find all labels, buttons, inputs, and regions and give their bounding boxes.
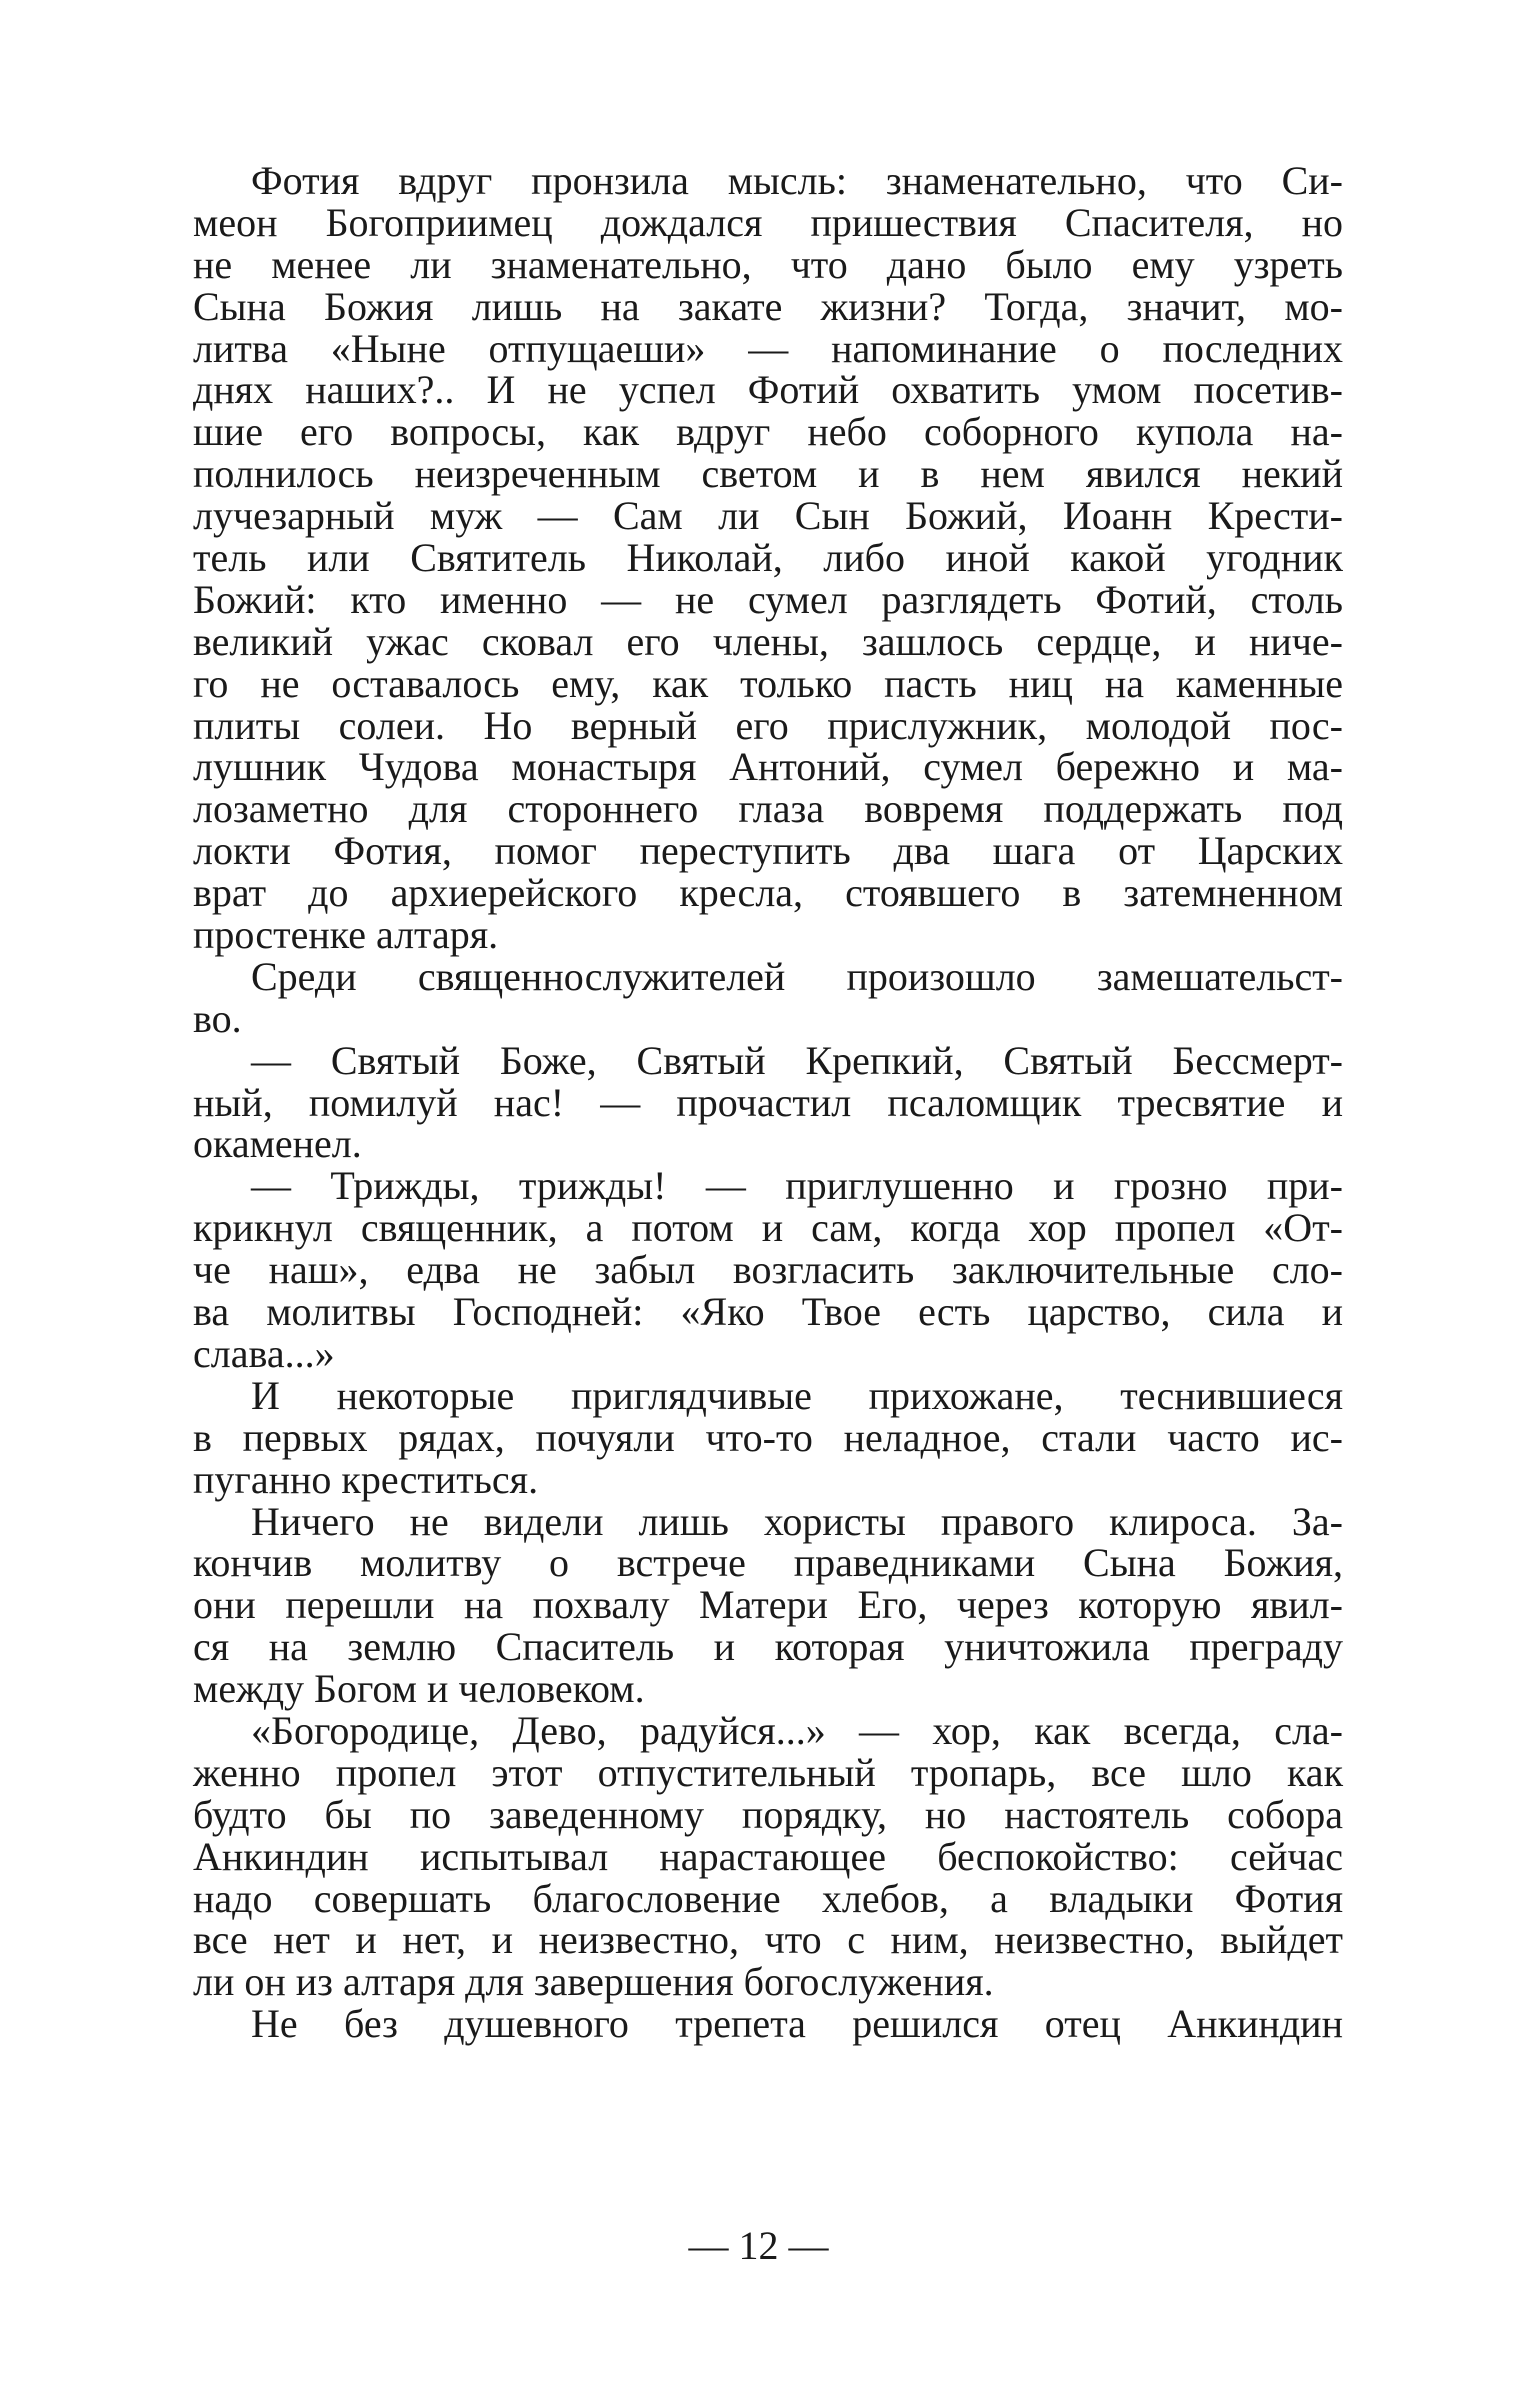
text-line: днях наших?.. И не успел Фотий охватить умом посетив- (193, 367, 1343, 413)
text-line: ва молитвы Господней: «Яко Твое есть царство, сила и (193, 1289, 1343, 1335)
text-line: Не без душевного трепета решился отец Анкиндин (251, 2001, 1343, 2047)
text-line: надо совершать благословение хлебов, а владыки Фотия (193, 1875, 1343, 1921)
text-line: в первых рядах, почуяли что-то неладное, стали часто ис- (193, 1414, 1343, 1460)
text-line: лозаметно для стороннего глаза вовремя поддержать под (193, 786, 1343, 832)
text-line: «Богородице, Дево, радуйся...» — хор, как всегда, сла- (251, 1707, 1343, 1753)
body-text (193, 160, 1343, 2045)
text-line: окаменел. (193, 1121, 362, 1167)
text-line: локти Фотия, помог переступить два шага от Царских (193, 828, 1343, 874)
text-line: — Святый Боже, Святый Крепкий, Святый Бессмерт- (251, 1037, 1343, 1083)
text-line: — Трижды, трижды! — приглушенно и грозно при- (251, 1163, 1343, 1209)
text-line: Анкиндин испытывал нарастающее беспокойство: сейчас (193, 1833, 1343, 1879)
text-line: они перешли на похвалу Матери Его, через которую явил- (193, 1582, 1343, 1628)
text-line: не менее ли знаменательно, что дано было ему узреть (193, 241, 1343, 287)
text-line: го не оставалось ему, как только пасть ниц на каменные (193, 660, 1343, 706)
text-line: ли он из алтаря для завершения богослужения. (193, 1959, 994, 2005)
text-line: великий ужас сковал его члены, зашлось сердце, и ниче- (193, 618, 1343, 664)
page-number: — 12 — (688, 2223, 829, 2268)
text-line: ся на землю Спаситель и которая уничтожила преграду (193, 1624, 1343, 1670)
text-line: будто бы по заведенному порядку, но настоятель собора (193, 1791, 1343, 1837)
text-line: врат до архиерейского кресла, стоявшего в затемненном (193, 870, 1343, 916)
text-line: слава...» (193, 1330, 335, 1376)
text-line: тель или Святитель Николай, либо иной какой угодник (193, 535, 1343, 581)
text-line: литва «Ныне отпущаеши» — напоминание о последних (193, 325, 1343, 371)
text-line: лучезарный муж — Сам ли Сын Божий, Иоанн Крести- (193, 493, 1343, 539)
text-line: лушник Чудова монастыря Антоний, сумел бережно и ма- (193, 744, 1343, 790)
text-line: пуганно креститься. (193, 1456, 539, 1502)
text-line: Фотия вдруг пронзила мысль: знаменательно, что Си- (251, 158, 1343, 203)
text-line: че наш», едва не забыл возгласить заключительные сло- (193, 1247, 1343, 1293)
text-line: между Богом и человеком. (193, 1666, 645, 1712)
text-line: Ничего не видели лишь хористы правого клироса. За- (251, 1498, 1343, 1544)
text-line: во. (193, 995, 242, 1041)
text-line: кончив молитву о встрече праведниками Сына Божия, (193, 1540, 1343, 1586)
text-line: женно пропел этот отпустительный тропарь, все шло как (193, 1749, 1343, 1795)
text-line: шие его вопросы, как вдруг небо соборного купола на- (193, 409, 1343, 455)
text-line: полнилось неизреченным светом и в нем явился некий (193, 451, 1343, 497)
text-line: И некоторые приглядчивые прихожане, теснившиеся (251, 1372, 1343, 1418)
text-line: Божий: кто именно — не сумел разглядеть Фотий, столь (193, 576, 1343, 622)
text-line: меон Богоприимец дождался пришествия Спасителя, но (193, 199, 1343, 245)
text-line: простенке алтаря. (193, 912, 499, 958)
text-line: ный, помилуй нас! — прочастил псаломщик тресвятие и (193, 1079, 1343, 1125)
text-line: Среди священнослужителей произошло замешательст- (251, 953, 1343, 999)
text-line: плиты солеи. Но верный его прислужник, молодой пос- (193, 702, 1343, 748)
text-line: Сына Божия лишь на закате жизни? Тогда, значит, мо- (193, 283, 1343, 329)
text-line: крикнул священник, а потом и сам, когда хор пропел «От- (193, 1205, 1343, 1251)
text-line: все нет и нет, и неизвестно, что с ним, неизвестно, выйдет (193, 1917, 1343, 1963)
